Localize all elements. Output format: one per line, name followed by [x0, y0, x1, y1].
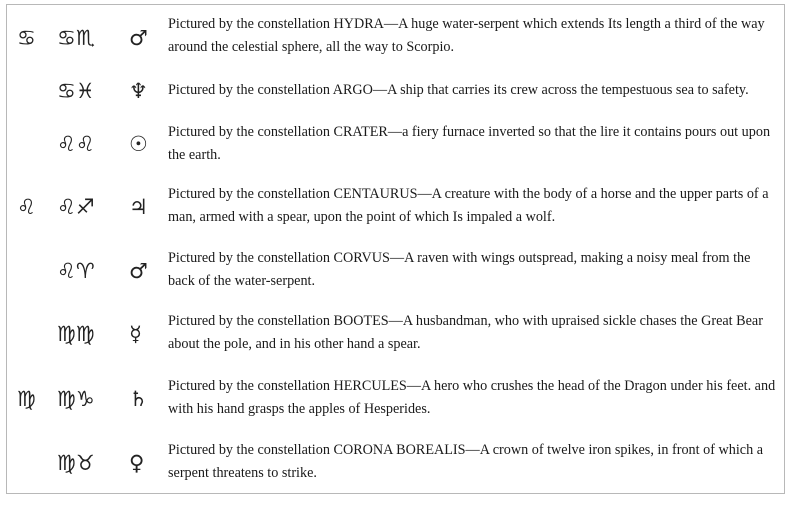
- sun-icon: ☉: [129, 132, 148, 156]
- saturn-icon: ♄: [129, 387, 148, 411]
- constellation-description: Pictured by the constellation BOOTES—A husbandman, who with upraised sickle chases the Great Bear about the pole, and in his other hand a spear.: [168, 313, 763, 352]
- constellation-description: Pictured by the constellation CRATER—a fiery furnace inverted so that the lire it contains pours out upon the earth.: [168, 124, 771, 163]
- table-row: [7, 180, 786, 240]
- venus-icon: ♀: [129, 451, 145, 475]
- table-row: [7, 244, 786, 304]
- virgo-virgo-decan-icons: ♍♍: [57, 322, 95, 346]
- mercury-icon: ☿: [129, 322, 142, 346]
- constellation-table: [6, 4, 785, 494]
- leo-leo-decan-icons: ♌♌: [57, 132, 95, 156]
- constellation-description: Pictured by the constellation ARGO—A ship that carries its crew across the tempestuous sea to safety.: [168, 82, 749, 98]
- table-row: [7, 307, 786, 367]
- constellation-description: Pictured by the constellation CORVUS—A raven with wings outspread, making a noisy meal from the back of the water-serpent.: [168, 250, 751, 289]
- constellation-description: Pictured by the constellation HERCULES—A hero who crushes the head of the Dragon under his feet. and with his hand grasps the apples of Hesperides.: [168, 378, 776, 417]
- leo-sign-icon: ♌: [17, 195, 36, 219]
- cancer-scorpio-decan-icons: ♋♏: [57, 26, 95, 50]
- cancer-sign-icon: ♋: [17, 26, 36, 50]
- jupiter-icon: ♃: [129, 195, 148, 219]
- constellation-description: Pictured by the constellation CORONA BOREALIS—A crown of twelve iron spikes, in front of which a serpent threatens to strike.: [168, 442, 764, 481]
- virgo-sign-icon: ♍: [17, 387, 36, 411]
- table-row: [7, 118, 786, 178]
- leo-sagittarius-decan-icons: ♌♐: [57, 195, 95, 219]
- cancer-pisces-decan-icons: ♋♓: [57, 79, 95, 103]
- virgo-taurus-decan-icons: ♍♉: [57, 451, 95, 475]
- table-row: [7, 372, 786, 432]
- constellation-description: Pictured by the constellation HYDRA—A huge water-serpent which extends Its length a third of the way around the celestial sphere, all the way to Scorpio.: [168, 16, 765, 55]
- table-row: [7, 10, 786, 70]
- neptune-icon: ♆: [129, 79, 148, 103]
- leo-aries-decan-icons: ♌♈: [57, 259, 95, 283]
- table-row: [7, 436, 786, 496]
- constellation-description: Pictured by the constellation CENTAURUS—A creature with the body of a horse and the upper parts of a man, armed with a spear, upon the point of which Is impaled a wolf.: [168, 186, 769, 225]
- virgo-capricorn-decan-icons: ♍♑: [57, 387, 95, 411]
- mars-icon: ♂: [129, 26, 148, 50]
- mars-icon: ♂: [129, 259, 148, 283]
